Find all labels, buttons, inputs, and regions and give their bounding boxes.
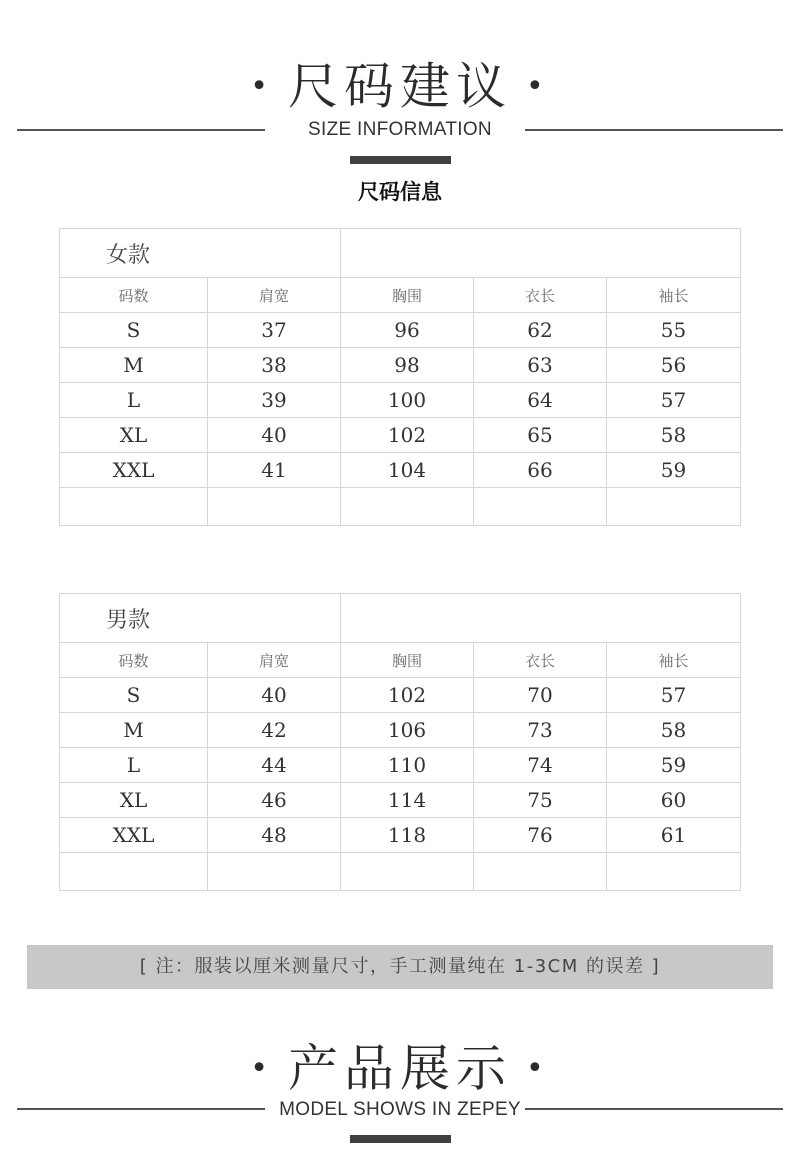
caption-blank-cell xyxy=(341,229,741,278)
table-cell: 75 xyxy=(474,783,607,818)
bullet-dot-icon: • xyxy=(526,1050,550,1086)
empty-cell xyxy=(474,488,607,526)
table-cell: 73 xyxy=(474,713,607,748)
empty-cell xyxy=(607,853,741,891)
size-info-label: 尺码信息 xyxy=(358,180,442,204)
table-row xyxy=(60,453,741,488)
table-cell: 59 xyxy=(607,748,741,783)
table-cell: 62 xyxy=(474,313,607,348)
table-cell: 74 xyxy=(474,748,607,783)
empty-cell xyxy=(607,488,741,526)
table-row xyxy=(60,818,741,853)
table-row xyxy=(60,678,741,713)
empty-cell xyxy=(60,488,208,526)
table-row xyxy=(60,713,741,748)
table-cell: 60 xyxy=(607,783,741,818)
table-header-row xyxy=(60,643,741,678)
table-cell: 104 xyxy=(341,453,474,488)
men-size-table xyxy=(59,593,741,891)
women-size-table xyxy=(59,228,741,526)
caption-blank-cell xyxy=(341,594,741,643)
table-cell: L xyxy=(60,383,208,418)
column-header: 码数 xyxy=(60,278,208,313)
size-information-subtitle: SIZE INFORMATION xyxy=(308,119,492,140)
table-cell: 98 xyxy=(341,348,474,383)
empty-table-row xyxy=(60,853,741,891)
column-header: 肩宽 xyxy=(208,278,341,313)
table-cell: 66 xyxy=(474,453,607,488)
table-cell: 42 xyxy=(208,713,341,748)
accent-bar xyxy=(350,1135,451,1143)
women-caption: 女款 xyxy=(60,229,341,278)
table-cell: 38 xyxy=(208,348,341,383)
table-cell: 56 xyxy=(607,348,741,383)
table-cell: 59 xyxy=(607,453,741,488)
table-cell: 44 xyxy=(208,748,341,783)
table-cell: XL xyxy=(60,418,208,453)
table-row xyxy=(60,313,741,348)
table-cell: 39 xyxy=(208,383,341,418)
table-cell: 58 xyxy=(607,713,741,748)
column-header: 袖长 xyxy=(607,643,741,678)
table-row xyxy=(60,783,741,818)
table-row xyxy=(60,418,741,453)
table-cell: M xyxy=(60,348,208,383)
table-cell: 76 xyxy=(474,818,607,853)
product-showcase-heading xyxy=(0,1039,800,1098)
empty-cell xyxy=(208,853,341,891)
table-cell: XXL xyxy=(60,453,208,488)
column-header: 衣长 xyxy=(474,278,607,313)
table-cell: 102 xyxy=(341,678,474,713)
size-advice-title: 尺码建议 xyxy=(288,57,512,116)
table-cell: 63 xyxy=(474,348,607,383)
table-cell: XXL xyxy=(60,818,208,853)
table-cell: 41 xyxy=(208,453,341,488)
table-cell: 70 xyxy=(474,678,607,713)
table-cell: L xyxy=(60,748,208,783)
men-caption: 男款 xyxy=(60,594,341,643)
size-advice-heading xyxy=(0,57,800,116)
bullet-dot-icon: • xyxy=(250,68,274,104)
empty-cell xyxy=(474,853,607,891)
table-cell: 110 xyxy=(341,748,474,783)
bullet-dot-icon: • xyxy=(526,68,550,104)
table-cell: 61 xyxy=(607,818,741,853)
empty-cell xyxy=(341,488,474,526)
table-cell: 46 xyxy=(208,783,341,818)
empty-cell xyxy=(341,853,474,891)
table-header-row xyxy=(60,278,741,313)
measurement-note-band xyxy=(27,945,773,989)
column-header: 衣长 xyxy=(474,643,607,678)
table-cell: S xyxy=(60,678,208,713)
table-cell: 114 xyxy=(341,783,474,818)
table-cell: 118 xyxy=(341,818,474,853)
table-caption-row xyxy=(60,594,741,643)
empty-table-row xyxy=(60,488,741,526)
column-header: 码数 xyxy=(60,643,208,678)
table-cell: 37 xyxy=(208,313,341,348)
bullet-dot-icon: • xyxy=(250,1050,274,1086)
table-cell: 65 xyxy=(474,418,607,453)
table-cell: 102 xyxy=(341,418,474,453)
empty-cell xyxy=(60,853,208,891)
table-cell: M xyxy=(60,713,208,748)
model-shows-subtitle: MODEL SHOWS IN ZEPEY xyxy=(279,1099,521,1120)
table-cell: 48 xyxy=(208,818,341,853)
table-cell: 96 xyxy=(341,313,474,348)
table-cell: 40 xyxy=(208,418,341,453)
column-header: 肩宽 xyxy=(208,643,341,678)
table-cell: 40 xyxy=(208,678,341,713)
column-header: 袖长 xyxy=(607,278,741,313)
column-header: 胸围 xyxy=(341,278,474,313)
table-row xyxy=(60,348,741,383)
table-row xyxy=(60,748,741,783)
table-cell: 100 xyxy=(341,383,474,418)
product-showcase-title: 产品展示 xyxy=(288,1039,512,1098)
table-cell: S xyxy=(60,313,208,348)
table-cell: 57 xyxy=(607,678,741,713)
table-cell: XL xyxy=(60,783,208,818)
table-cell: 55 xyxy=(607,313,741,348)
table-caption-row xyxy=(60,229,741,278)
table-cell: 58 xyxy=(607,418,741,453)
empty-cell xyxy=(208,488,341,526)
column-header: 胸围 xyxy=(341,643,474,678)
table-cell: 57 xyxy=(607,383,741,418)
table-row xyxy=(60,383,741,418)
measurement-note: [ 注：服装以厘米测量尺寸，手工测量纯在 1-3CM 的误差 ] xyxy=(139,956,661,977)
table-cell: 64 xyxy=(474,383,607,418)
accent-bar xyxy=(350,156,451,164)
table-cell: 106 xyxy=(341,713,474,748)
